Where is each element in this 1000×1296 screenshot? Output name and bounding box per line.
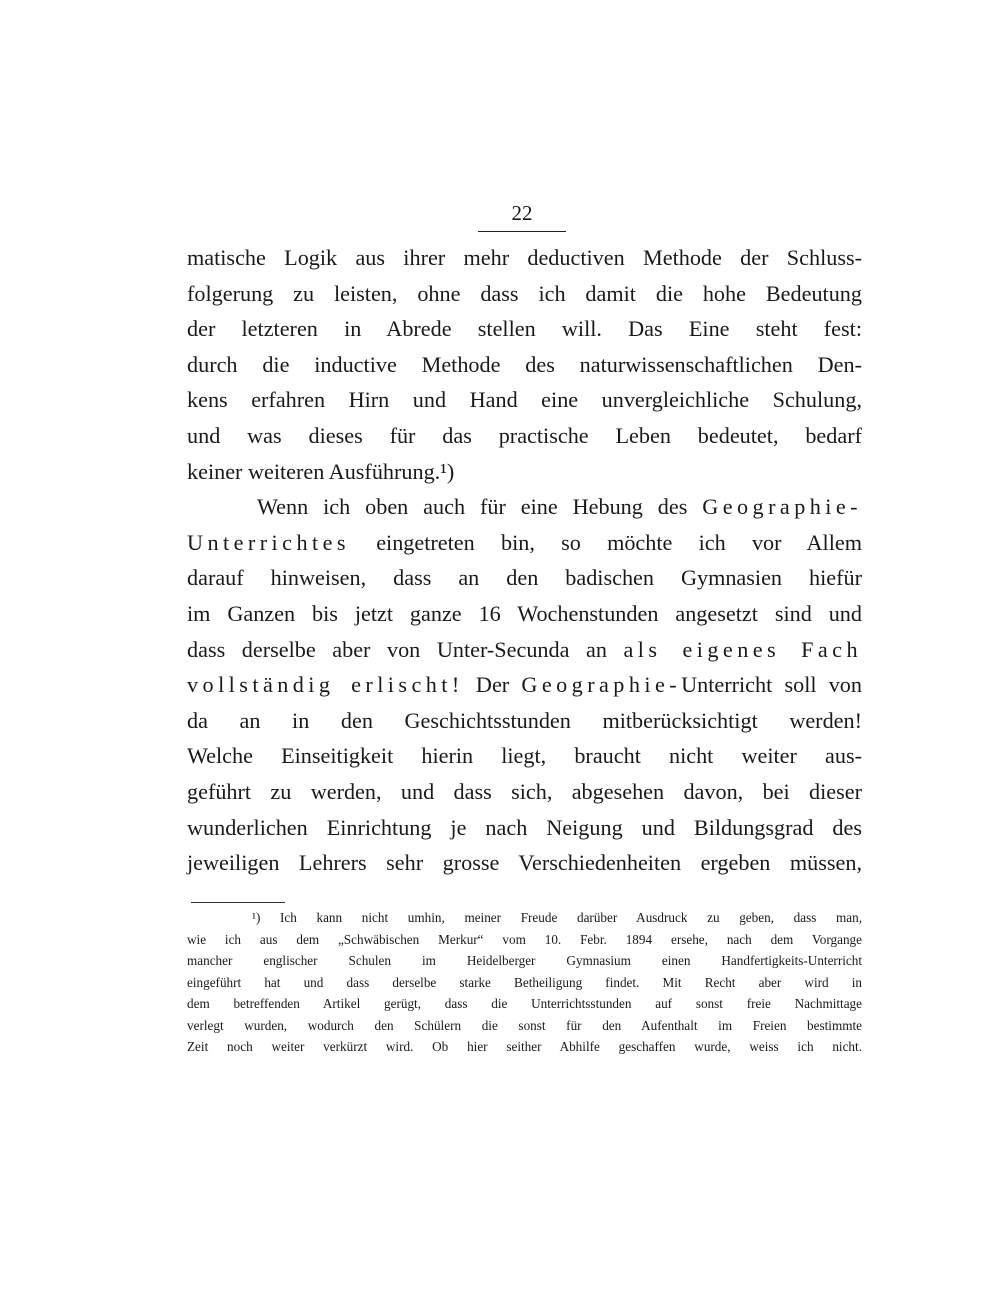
body-line: der letzteren in Abrede stellen will. Das Eine steht fest: <box>187 316 862 342</box>
footnote-line: Zeit noch weiter verkürzt wird. Ob hier seither Abhilfe geschaffen wurde, weiss ich nicht. <box>187 1039 862 1054</box>
body-line: und was dieses für das practische Leben bedeutet, bedarf <box>187 422 862 448</box>
body-line: Welche Einseitigkeit hierin liegt, braucht nicht weiter aus- <box>187 743 862 769</box>
page-number-rule <box>478 231 566 232</box>
body-line: Wenn ich oben auch für eine Hebung des Geographie- <box>257 494 862 520</box>
footnote-line: wie ich aus dem „Schwäbischen Merkur“ vom 10. Febr. 1894 ersehe, nach dem Vorgange <box>187 931 862 947</box>
footnote-line: eingeführt hat und dass derselbe starke Betheiligung findet. Mit Recht aber wird in <box>187 974 862 990</box>
body-line: matische Logik aus ihrer mehr deductiven Methode der Schluss- <box>187 245 862 270</box>
footnote-line: ¹) Ich kann nicht umhin, meiner Freude darüber Ausdruck zu geben, dass man, <box>252 910 862 925</box>
body-line: jeweiligen Lehrers sehr grosse Verschiedenheiten ergeben müssen, <box>187 850 862 876</box>
body-line: da an in den Geschichtsstunden mitberücksichtigt werden! <box>187 707 862 733</box>
body-line: keiner weiteren Ausführung.¹) <box>187 458 455 484</box>
footnote <box>187 907 862 1058</box>
body-line: dass derselbe aber von Unter-Secunda an als eigenes Fach <box>187 636 862 662</box>
body-line: im Ganzen bis jetzt ganze 16 Wochenstunden angesetzt sind und <box>187 600 862 626</box>
page-number: 22 <box>511 201 533 225</box>
footnote-line: dem betreffenden Artikel gerügt, dass die Unterrichtsstunden auf sonst freie Nachmittage <box>187 996 862 1011</box>
body-line: darauf hinweisen, dass an den badischen Gymnasien hiefür <box>187 565 862 591</box>
footnote-line: mancher englischer Schulen im Heidelberger Gymnasium einen Handfertigkeits-Unterricht <box>187 953 862 968</box>
body-line: folgerung zu leisten, ohne dass ich damit die hohe Bedeutung <box>187 280 862 306</box>
body-line: wunderlichen Einrichtung je nach Neigung und Bildungsgrad des <box>187 814 862 840</box>
body-line: Unterrichtes eingetreten bin, so möchte ich vor Allem <box>187 529 862 555</box>
footnote-line: verlegt wurden, wodurch den Schülern die sonst für den Aufenthalt im Freien bestimmte <box>187 1017 862 1033</box>
main-text <box>187 240 862 881</box>
body-line: durch die inductive Methode des naturwissenschaftlichen Den- <box>187 351 862 377</box>
body-line: vollständig erlischt! Der Geographie-Unterricht soll von <box>187 672 862 698</box>
body-line: geführt zu werden, und dass sich, abgesehen davon, bei dieser <box>187 778 862 804</box>
footnote-rule <box>191 902 285 903</box>
body-line: kens erfahren Hirn und Hand eine unvergleichliche Schulung, <box>187 387 862 413</box>
